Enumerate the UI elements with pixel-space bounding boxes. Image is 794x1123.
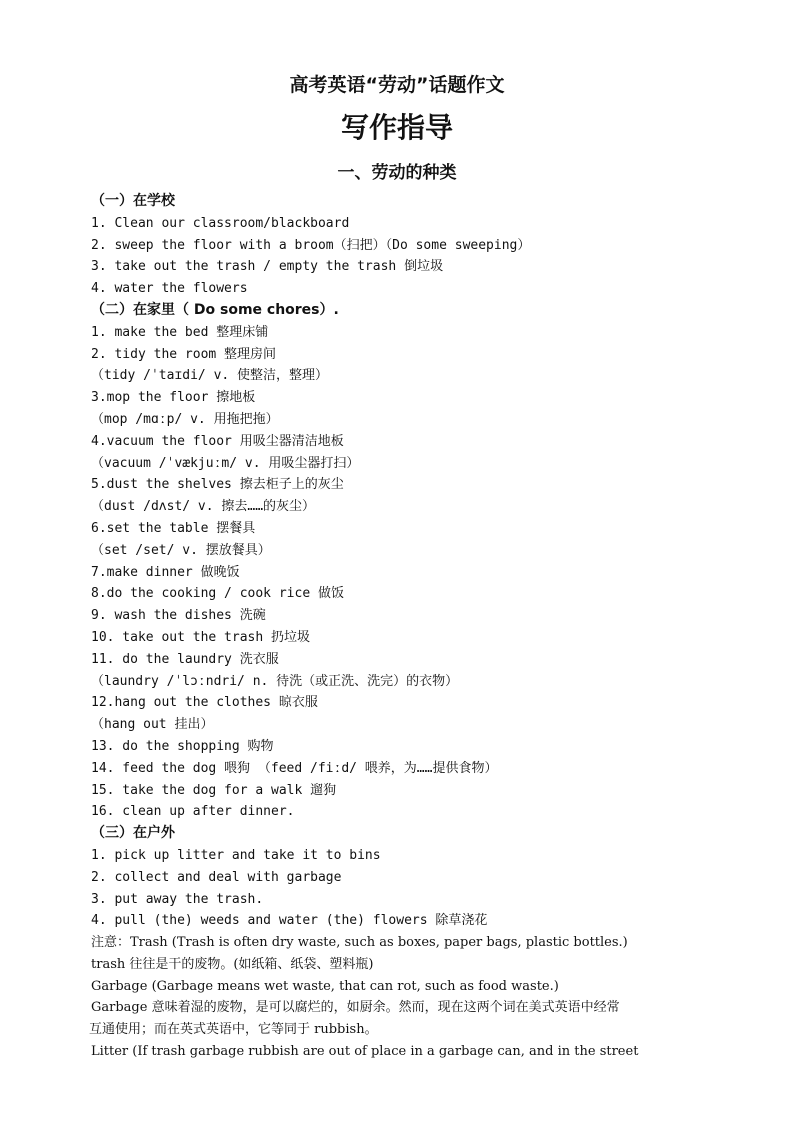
list-item: 14. feed the dog 喂狗 （feed /fiːd/ 喂养，为……提供食物） bbox=[91, 760, 498, 776]
list-item: 4.vacuum the floor 用吸尘器清洁地板 bbox=[91, 433, 344, 449]
document-title: 高考英语“劳动”话题作文 bbox=[289, 74, 505, 96]
list-item: 13. do the shopping 购物 bbox=[91, 738, 274, 754]
note-line: Garbage (Garbage means wet waste, that can rot, such as food waste.) bbox=[91, 978, 559, 994]
list-item: 7.make dinner 做晚饭 bbox=[91, 564, 240, 580]
note-line: trash 往往是干的废物。(如纸箱、纸袋、塑料瓶) bbox=[91, 956, 374, 972]
list-item: 1. Clean our classroom/blackboard bbox=[91, 215, 350, 231]
note-line: Litter (If trash garbage rubbish are out of place in a garbage can, and in the street bbox=[91, 1044, 639, 1060]
list-item: 5.dust the shelves 擦去柜子上的灰尘 bbox=[91, 477, 344, 493]
list-item: 3.mop the floor 擦地板 bbox=[91, 390, 256, 406]
section-heading: 一、劳动的种类 bbox=[337, 163, 457, 183]
list-item: 10. take out the trash 扔垃圾 bbox=[91, 629, 311, 645]
list-item: 4. pull (the) weeds and water (the) flowers 除草浇花 bbox=[91, 913, 488, 929]
list-item: （tidy /ˈtaɪdi/ v. 使整洁，整理） bbox=[91, 368, 329, 384]
list-item: 8.do the cooking / cook rice 做饭 bbox=[91, 586, 344, 602]
list-item: 2. tidy the room 整理房间 bbox=[91, 346, 277, 362]
list-item: （laundry /ˈlɔːndri/ n. 待洗（或正洗、洗完）的衣物） bbox=[91, 673, 459, 689]
list-item: 11. do the laundry 洗衣服 bbox=[91, 651, 279, 667]
list-item: （mop /mɑːp/ v. 用拖把拖） bbox=[91, 411, 279, 427]
list-item: 6.set the table 摆餐具 bbox=[91, 520, 256, 536]
list-item: （vacuum /ˈvækjuːm/ v. 用吸尘器打扫） bbox=[91, 455, 360, 471]
list-item: 2. sweep the floor with a broom（扫把）（Do some sweeping） bbox=[91, 237, 531, 253]
note-line: 注意：Trash (Trash is often dry waste, such as boxes, paper bags, plastic bottles.) bbox=[91, 935, 628, 951]
list-item: 9. wash the dishes 洗碗 bbox=[91, 608, 266, 624]
list-item: 15. take the dog for a walk 遛狗 bbox=[91, 782, 337, 798]
note-line: Garbage 意味着湿的废物，是可以腐烂的，如厨余。然而，现在这两个词在美式英语中经常 bbox=[91, 1000, 620, 1016]
list-item: 16. clean up after dinner. bbox=[91, 804, 295, 820]
list-item: 1. pick up litter and take it to bins bbox=[91, 847, 381, 863]
content-body bbox=[91, 191, 751, 1063]
subsection-heading: （一）在学校 bbox=[91, 193, 175, 209]
subsection-heading: （三）在户外 bbox=[91, 825, 175, 842]
list-item: 2. collect and deal with garbage bbox=[91, 869, 342, 885]
list-item: 12.hang out the clothes 晾衣服 bbox=[91, 695, 318, 711]
subsection-heading: （二）在家里（ Do some chores）. bbox=[91, 301, 339, 318]
list-item: 1. make the bed 整理床铺 bbox=[91, 324, 269, 340]
list-item: 3. take out the trash / empty the trash 倒垃圾 bbox=[91, 259, 444, 275]
list-item: （hang out 挂出） bbox=[91, 717, 214, 733]
document-subtitle: 写作指导 bbox=[340, 111, 453, 144]
list-item: 3. put away the trash. bbox=[91, 891, 264, 907]
list-item: （dust /dʌst/ v. 擦去……的灰尘） bbox=[91, 499, 316, 515]
note-line: 互通使用；而在英式英语中，它等同于 rubbish。 bbox=[89, 1022, 378, 1038]
list-item: （set /set/ v. 摆放餐具） bbox=[91, 542, 271, 558]
list-item: 4. water the flowers bbox=[91, 281, 248, 297]
